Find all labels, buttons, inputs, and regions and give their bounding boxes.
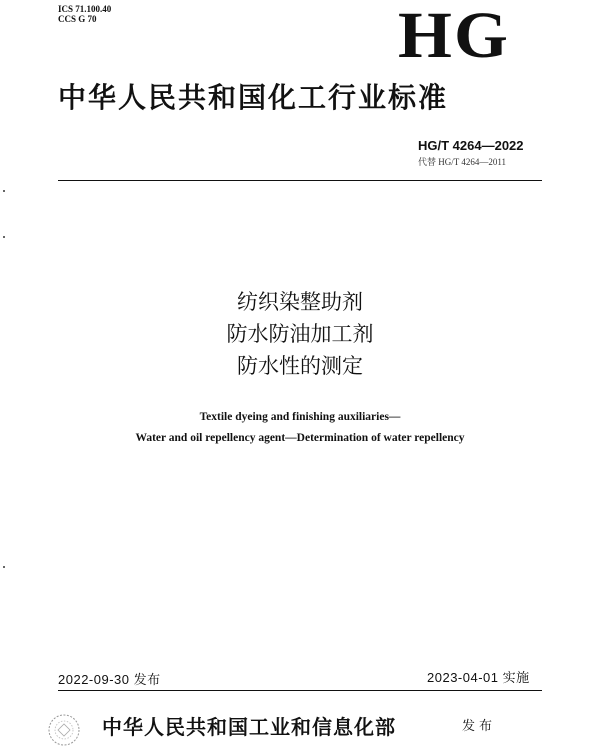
hg-logo: HG [398, 0, 511, 72]
document-title-en-line1: Textile dyeing and finishing auxiliaries— [199, 411, 401, 423]
issue-label: 发布 [462, 719, 497, 734]
ics-code: ICS 71.100.40 [58, 4, 112, 14]
issuing-authority: 中华人民共和国工业和信息化部 [102, 715, 396, 739]
document-title-en-line2: Water and oil repellency agent—Determination of water repellency [135, 432, 465, 444]
scan-edge-mark [3, 190, 5, 192]
standard-category-title: 中华人民共和国化工行业标准 [58, 81, 449, 114]
ccs-code: CCS G 70 [58, 14, 97, 24]
document-title-cn-line3: 防水性的测定 [237, 354, 363, 378]
publish-date: 2022-09-30 发布 [58, 672, 161, 687]
document-title-cn-line1: 纺织染整助剂 [237, 290, 363, 314]
implement-date: 2023-04-01 实施 [427, 670, 530, 685]
ministry-seal-icon [44, 712, 84, 748]
scan-edge-mark [3, 566, 5, 568]
document-title-cn-line2: 防水防油加工剂 [226, 322, 374, 346]
replaces-standard: 代替 HG/T 4264—2011 [418, 157, 507, 167]
standard-code: HG/T 4264—2022 [418, 138, 524, 153]
scan-edge-mark [3, 236, 5, 238]
footer-divider [58, 690, 542, 691]
classification-codes [58, 4, 111, 24]
header-divider [58, 180, 542, 181]
